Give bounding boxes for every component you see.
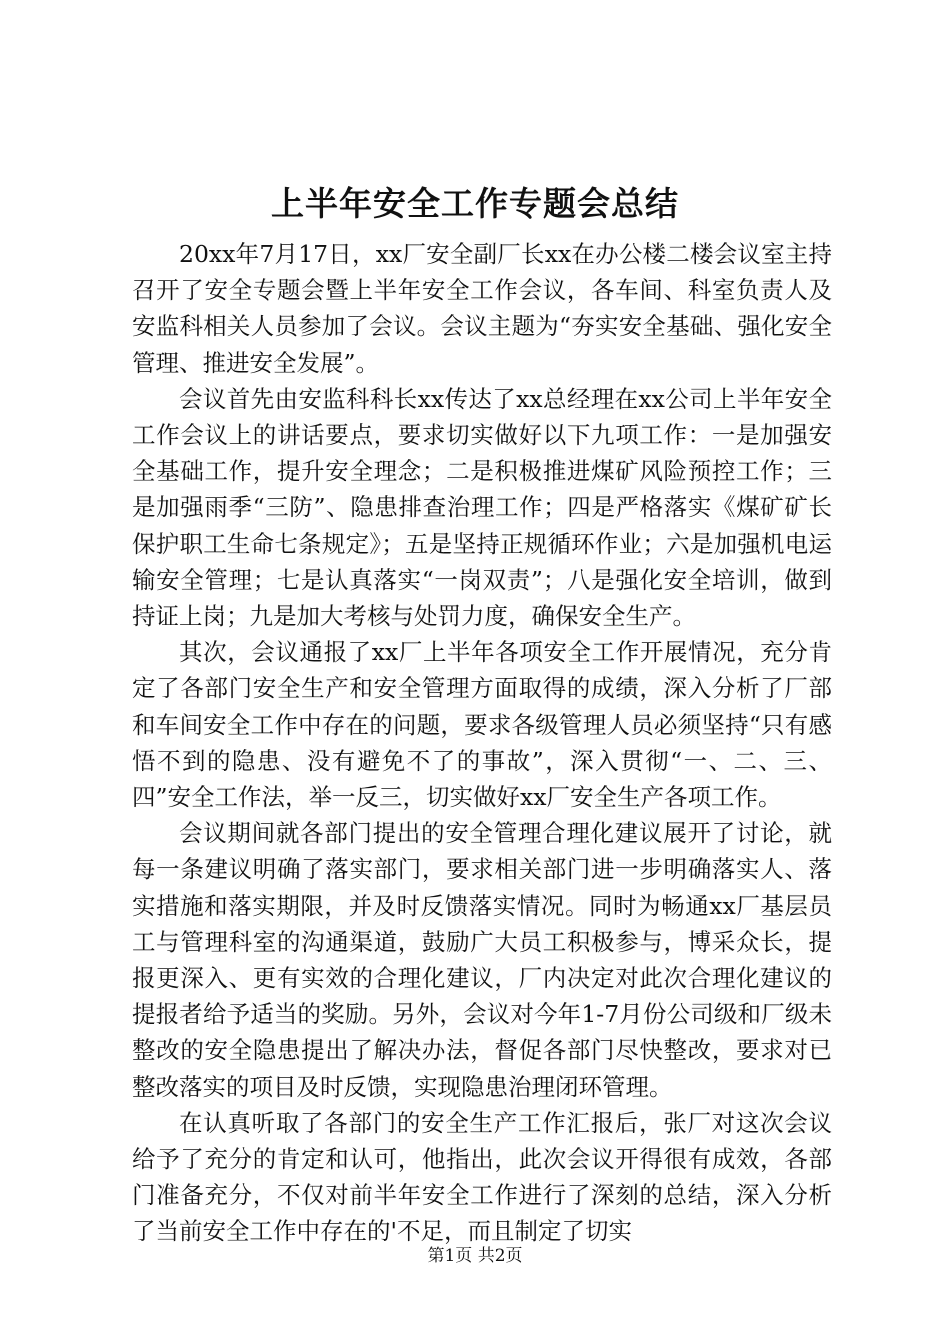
document-title: 上半年安全工作专题会总结: [271, 184, 679, 223]
paragraph-2: 会议首先由安监科科长xx传达了xx总经理在xx公司上半年安全工作会议上的讲话要点，要求切实做好以下九项工作：一是加强安全基础工作，提升安全理念；二是积极推进煤矿风险预控工作；三是加强雨季“三防”、隐患排查治理工作；四是严格落实《煤矿矿长保护职工生命七条规定》；五是坚持正规循环作业；六是加强机电运输安全管理；七是认真落实“一岗双责”；八是强化安全培训，做到持证上岗；九是加大考核与处罚力度，确保安全生产。: [132, 384, 832, 631]
paragraph-5: 在认真听取了各部门的安全生产工作汇报后，张厂对这次会议给予了充分的肯定和认可，他指出，此次会议开得很有成效，各部门准备充分，不仅对前半年安全工作进行了深刻的总结，深入分析了当前安全工作中存在的'不足，而且制定了切实: [132, 1108, 832, 1246]
paragraph-4: 会议期间就各部门提出的安全管理合理化建议展开了讨论，就每一条建议明确了落实部门，要求相关部门进一步明确落实人、落实措施和落实期限，并及时反馈落实情况。同时为畅通xx厂基层员工与管理科室的沟通渠道，鼓励广大员工积极参与，博采众长，提报更深入、更有实效的合理化建议，厂内决定对此次合理化建议的提报者给予适当的奖励。另外，会议对今年1-7月份公司级和厂级未整改的安全隐患提出了解决办法，督促各部门尽快整改，要求对已整改落实的项目及时反馈，实现隐患治理闭环管理。: [132, 819, 832, 1101]
page-number-footer: 第1页 共2页: [427, 1246, 523, 1266]
paragraph-1: 20xx年7月17日，xx厂安全副厂长xx在办公楼二楼会议室主持召开了安全专题会暨上半年安全工作会议，各车间、科室负责人及安监科相关人员参加了会议。会议主题为“夯实安全基础、强化安全管理、推进安全发展”。: [132, 240, 832, 377]
document-body: [132, 236, 832, 1250]
paragraph-3: 其次，会议通报了xx厂上半年各项安全工作开展情况，充分肯定了各部门安全生产和安全管理方面取得的成绩，深入分析了厂部和车间安全工作中存在的问题，要求各级管理人员必须坚持“只有感悟不到的隐患、没有避免不了的事故”，深入贯彻“一、二、三、四”安全工作法，举一反三，切实做好xx厂安全生产各项工作。: [132, 638, 832, 812]
